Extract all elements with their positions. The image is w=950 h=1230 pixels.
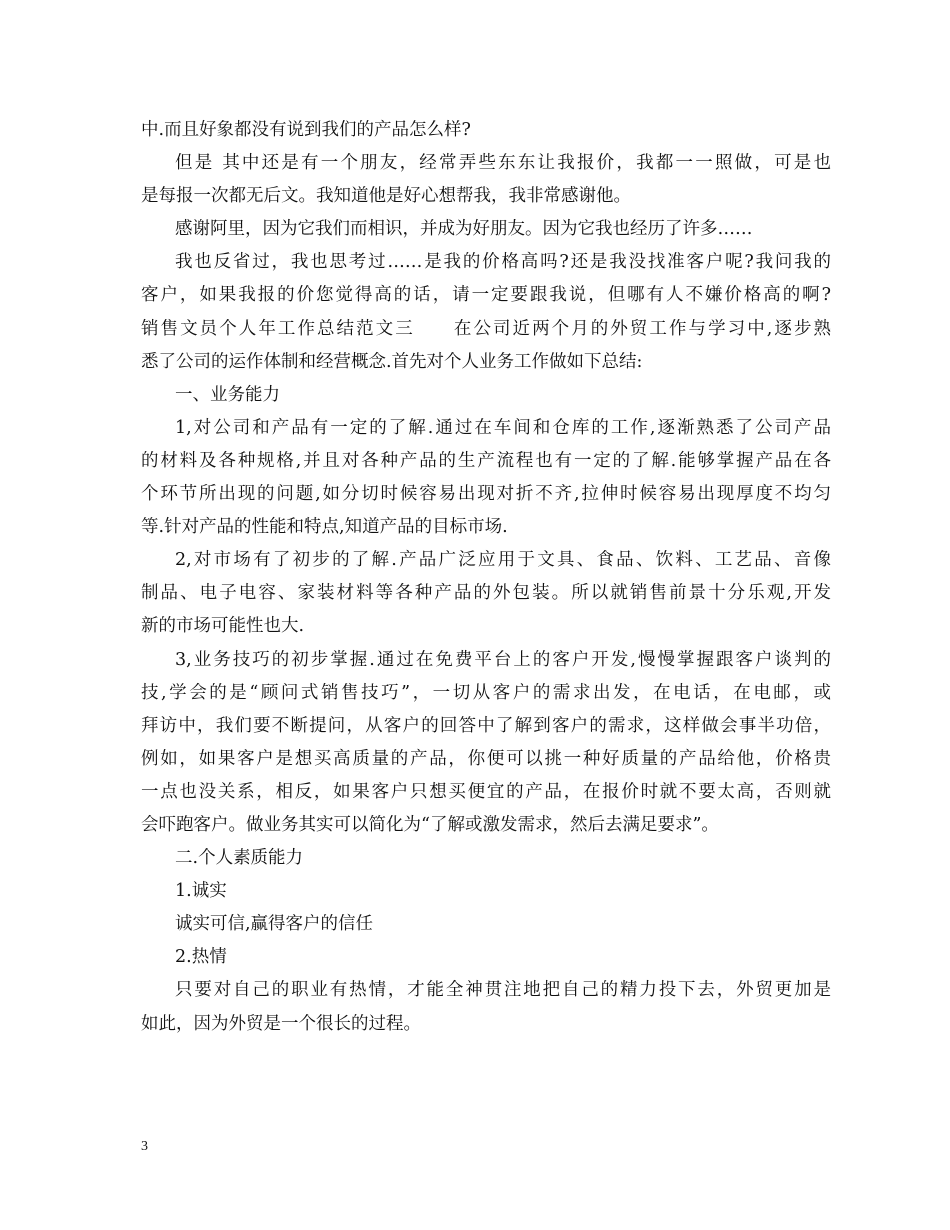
text-line: 1,对公司和产品有一定的了解.通过在车间和仓库的工作,逐渐熟悉了公司产品	[175, 417, 831, 438]
text-line: 会吓跑客户。做业务其实可以简化为“了解或激发需求，然后去满足要求”。	[141, 814, 719, 835]
text-line: 例如，如果客户是想买高质量的产品，你便可以挑一种好质量的产品给他，价格贵	[141, 748, 831, 769]
text-line: 3,业务技巧的初步掌握.通过在免费平台上的客户开发,慢慢掌握跟客户谈判的	[175, 649, 831, 670]
text-line: 制品、电子电容、家装材料等各种产品的外包装。所以就销售前景十分乐观,开发	[141, 583, 831, 604]
text-line: 的材料及各种规格,并且对各种产品的生产流程也有一定的了解.能够掌握产品在各	[141, 450, 831, 471]
text-line: 感谢阿里，因为它我们而相识，并成为好朋友。因为它我也经历了许多……	[175, 219, 753, 240]
text-line: 新的市场可能性也大.	[141, 616, 305, 637]
text-line: 一点也没关系，相反，如果客户只想买便宜的产品，在报价时就不要太高，否则就	[141, 781, 831, 802]
text-line: 如此，因为外贸是一个很长的过程。	[141, 1013, 421, 1034]
text-line: 只要对自己的职业有热情，才能全神贯注地把自己的精力投下去，外贸更加是	[175, 980, 831, 1001]
page-number: 3	[141, 1139, 148, 1154]
document-body	[141, 114, 831, 1041]
text-line: 销售文员个人年工作总结范文三 在公司近两个月的外贸工作与学习中,逐步熟	[141, 318, 831, 339]
text-line: 但是 其中还是有一个朋友，经常弄些东东让我报价，我都一一照做，可是也	[175, 153, 831, 174]
text-line: 二.个人素质能力	[175, 848, 304, 869]
text-line: 2.热情	[175, 947, 227, 968]
text-line: 一、业务能力	[175, 384, 280, 405]
text-line: 我也反省过，我也思考过……是我的价格高吗?还是我没找准客户呢?我问我的	[175, 252, 831, 273]
text-line: 中.而且好象都没有说到我们的产品怎么样?	[141, 120, 471, 140]
text-line: 个环节所出现的问题,如分切时候容易出现对折不齐,拉伸时候容易出现厚度不均匀	[141, 484, 831, 505]
text-line: 悉了公司的运作体制和经营概念.首先对个人业务工作做如下总结:	[141, 351, 643, 372]
text-line: 拜访中，我们要不断提问，从客户的回答中了解到客户的需求，这样做会事半功倍，	[141, 715, 831, 736]
text-line: 客户，如果我报的价您觉得高的话，请一定要跟我说，但哪有人不嫌价格高的啊?	[141, 285, 831, 306]
text-line: 诚实可信,赢得客户的信任	[175, 914, 374, 935]
text-line: 2,对市场有了初步的了解.产品广泛应用于文具、食品、饮料、工艺品、音像	[175, 550, 831, 571]
text-line: 技,学会的是“顾问式销售技巧”，一切从客户的需求出发，在电话，在电邮，或	[141, 682, 831, 703]
text-line: 1.诚实	[175, 881, 227, 902]
text-line: 是每报一次都无后文。我知道他是好心想帮我，我非常感谢他。	[141, 186, 631, 207]
text-line: 等.针对产品的性能和特点,知道产品的目标市场.	[141, 517, 508, 538]
